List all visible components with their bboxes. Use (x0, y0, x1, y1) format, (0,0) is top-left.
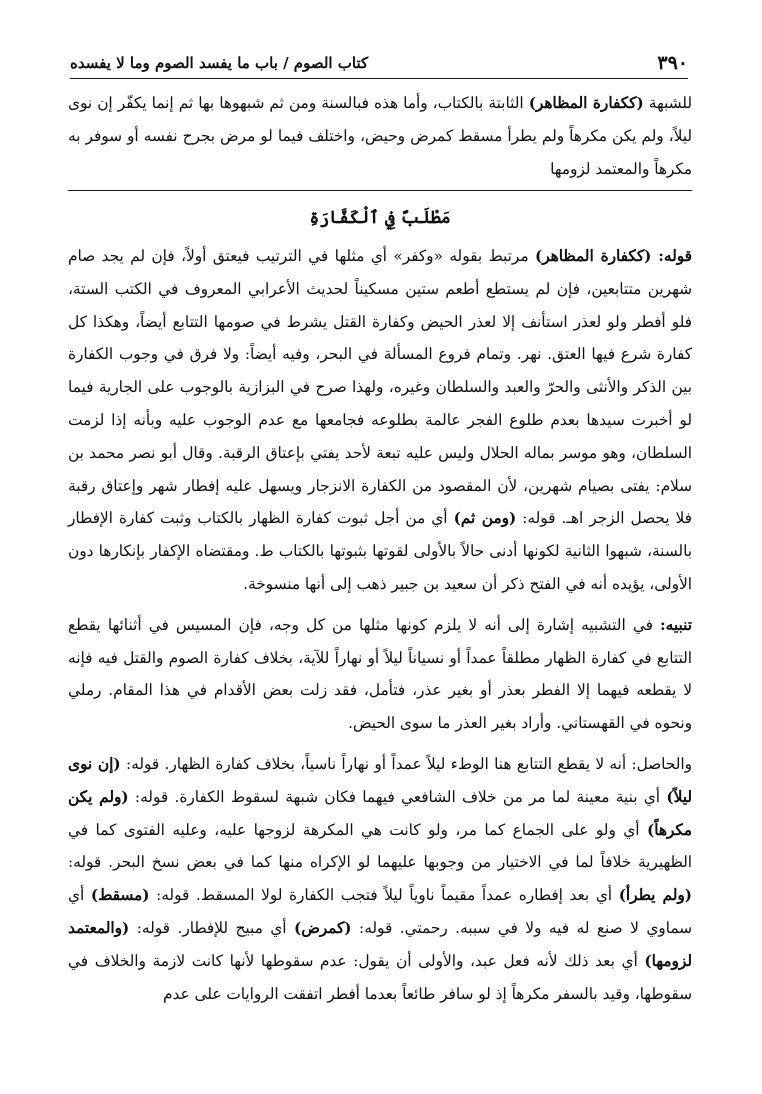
paragraph-gap (68, 601, 692, 609)
quoted-term: (ومن ثم) (453, 509, 517, 528)
text-run: أي بنية معينة لما مر من خلاف الشافعي فيهما فكان شبهة لسقوط الكفارة. قوله: (128, 787, 667, 806)
quoted-term: (كمرض) (294, 918, 352, 937)
main-text-paragraph (68, 87, 692, 185)
paragraph-gap (68, 740, 692, 748)
commentary-paragraph (68, 609, 692, 740)
text-run: للشبهة (643, 94, 692, 112)
text-run: أي بعد ذلك لأنه فعل عبد، والأولى أن يقول: عدم سقوطها لأنها كانت لازمة والخلاف في سقوطها، وقيد بالسفر مكرهاً إذ لو سافر طائعاً بعدما أفطر اتفقت الروايات على عدم (68, 951, 692, 1003)
text-run: أي ولو على الجماع كما مر، ولو كانت هي المكرهة لزوجها عليه، وعليه الفتوى كما في الظهيرية خلافاً لما في الاختيار من وجوبها عليهما لو الإكراه منها كما في بعض نسخ البحر. قوله: (68, 820, 692, 872)
main-text (68, 87, 692, 185)
page-header (70, 52, 688, 79)
commentary-text (68, 240, 692, 1010)
text-divider (68, 190, 692, 191)
text-run: مرتبط بقوله «وكفر» أي مثلها في الترتيب فيعتق أولاً، فإن لم يجد صام شهرين متتابعين، فإن لم يستطع أطعم ستين مسكيناً لحديث الأعرابي المعروف في الكتب الستة، فلو أفطر ولو لعذر استأنف إلا لعذر الحيض وكفارة القتل يشرط في صومها التتابع أيضاً، وهكذا كل كفارة شرع فيها العتق. نهر. وتمام فروع المسألة في البحر، وفيه أيضاً: ولا فرق في وجوب الكفارة بين الذكر والأنثى والحرّ والعبد والسلطان وغيره، ولهذا صرح في البزازية بالوجوب على الجارية فيما لو أخبرت سيدها بعدم طلوع الفجر عالمة بطلوعه فجامعها مع عدم الوجوب عليه وبأنه إذا لزمت السلطان، وهو موسر بماله الحلال وليس عليه تبعة لأحد يفتي بإعتاق الرقبة. وقال أبو نصر محمد بن سلام: يفتى بصيام شهرين، لأن المقصود من الكفارة الانزجار ويسهل عليه إفطار شهر وإعتاق رقبة فلا يحصل الزجر اهـ. قوله: (68, 247, 692, 528)
quoted-term: (والمعتمد لزومها) (68, 918, 692, 970)
text-run: في التشبيه إشارة إلى أنه لا يلزم كونها مثلها من كل وجه، فإن المسيس في أثنائها يقطع التتابع في كفارة الظهار مطلقاً عمداً أو نسياناً ليلاً أو نهاراً للآية، بخلاف كفارة الصوم والقتل فيه فإنه لا يقطعه فيهما إلا الفطر بعذر أو بغير عذر، فتأمل، فقد زلت بعض الأقدام في هذا المقام. رملي ونحوه في القهستاني. وأراد بغير العذر ما سوى الحيض. (68, 615, 692, 733)
commentary-paragraph (68, 748, 692, 1010)
quoted-term: (مسقط) (90, 886, 150, 905)
text-run: والحاصل: أنه لا يقطع التتابع هنا الوطء ليلاً عمداً أو نهاراً ناسياً، بخلاف كفارة الظهار. قوله: (120, 754, 692, 773)
quoted-term: (ككفارة المظاهر) (535, 247, 652, 265)
section-heading: مَطْلَبٌ فِي ٱلْكَفَّارَةِ (309, 208, 451, 228)
text-run: أي بعد إفطاره عمداً مقيماً ناوياً ليلاً فتجب الكفارة لولا المسقط. قوله: (149, 886, 619, 905)
running-title: كتاب الصوم / باب ما يفسد الصوم وما لا يفسده (70, 54, 369, 72)
quoted-term: (إن نوى ليلاً) (68, 754, 692, 806)
text-run: أي من أجل ثبوت كفارة الظهار بالكتاب وثبت كفارة الإفطار بالسنة، شبهوا الثانية لكونها أدنى حالاً بالأولى لقوتها بثبوتها بالكتاب ط. ومقتضاه الإكفار بإنكارها دون الأولى، يؤيده أنه في الفتح ذكر أن سعيد بن جبير ذهب إلى أنها منسوخة. (68, 509, 692, 593)
quoted-term: (ككفارة المظاهر) (528, 94, 644, 112)
text-run: الثابتة بالكتاب، وأما هذه فبالسنة ومن ثم شبهوها بها ثم إنما يكفّر إن نوى ليلاً، ولم يكن مكرهاً ولم يطرأ مسقط كمرض وحيض، واختلف فيما لو مرض بجرح نفسه أو سوفر به مكرهاً والمعتمد لزومها (68, 94, 692, 178)
quoted-term: (ولم يطرأ) (618, 886, 692, 905)
text-run: أي سماوي لا صنع له فيه ولا في سببه. رحمتي. قوله: (68, 886, 692, 937)
lead-word: قوله: (651, 247, 692, 265)
text-run: أي مبيح للإفطار. قوله: (129, 918, 294, 937)
quoted-term: (ولم يكن مكرهاً) (68, 787, 692, 839)
lead-word: تنبيه: (660, 615, 692, 634)
commentary-paragraph (68, 240, 692, 601)
page-number: ٣٩٠ (657, 52, 688, 74)
